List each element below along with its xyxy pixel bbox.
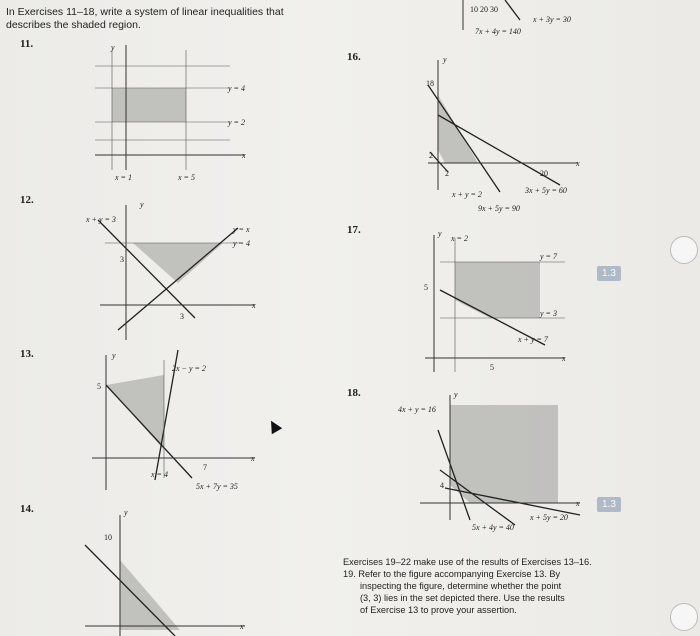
exercises-19-22-intro: Exercises 19–22 make use of the results of Exercises 13–16. — [343, 557, 592, 567]
exercise-15-fragment — [463, 0, 571, 36]
exercise-12-graph — [85, 200, 256, 340]
e16-label-20: 20 — [540, 169, 548, 178]
e13-label-x4: x = 4 — [151, 470, 168, 479]
exercise-18-number: 18. — [347, 387, 361, 399]
e17-label-xy7: x + y = 7 — [518, 335, 548, 344]
e16-label-y: y — [443, 55, 447, 64]
e11-label-x: x — [242, 151, 246, 160]
e18-label-l1: 4x + y = 16 — [398, 405, 436, 414]
exercise-13-number: 13. — [20, 348, 34, 360]
e18-shaded-region — [450, 405, 558, 503]
e18-label-4: 4 — [440, 481, 444, 490]
exercise-16-graph — [426, 55, 580, 213]
e15-label-l1: x + 3y = 30 — [533, 15, 571, 24]
e12-label-xy3: x + y = 3 — [86, 215, 116, 224]
exercise-19-line-1: Refer to the figure accompanying Exercise 13. By — [358, 569, 561, 579]
e14-shaded-region — [120, 560, 180, 630]
e18-label-y: y — [454, 390, 458, 399]
e11-shaded-region — [112, 88, 186, 122]
e16-label-l3: 9x + 5y = 90 — [478, 204, 520, 213]
exercise-19-number: 19. — [343, 569, 356, 579]
exercise-17-graph — [424, 229, 566, 372]
e18-label-l2: x + 5y = 20 — [530, 513, 568, 522]
e11-label-x5: x = 5 — [178, 173, 195, 182]
exercise-18-graph — [398, 390, 580, 532]
e16-label-l1: x + y = 2 — [452, 190, 482, 199]
e12-label-3y: 3 — [120, 255, 124, 264]
e16-label-18: 18 — [426, 79, 434, 88]
binder-ring-2 — [670, 603, 698, 631]
e12-label-x: x — [252, 301, 256, 310]
e17-label-y3: y = 3 — [540, 309, 557, 318]
e12-label-y4: y = 4 — [233, 239, 250, 248]
e13-label-y: y — [112, 351, 116, 360]
e13-label-7: 7 — [203, 463, 207, 472]
e13-label-l1: 2x − y = 2 — [172, 364, 206, 373]
e13-label-l2: 5x + 7y = 35 — [196, 482, 238, 491]
e14-label-10: 10 — [104, 533, 112, 542]
e11-label-y2: y = 2 — [228, 118, 245, 127]
e14-label-x: x — [240, 622, 244, 631]
exercise-14-number: 14. — [20, 503, 34, 515]
e13-label-x: x — [251, 454, 255, 463]
e17-label-y7: y = 7 — [540, 252, 557, 261]
e12-label-3x: 3 — [180, 312, 184, 321]
exercise-11-graph — [95, 43, 246, 182]
section-badge-2: 1.3 — [597, 497, 621, 512]
section-badge-1: 1.3 — [597, 266, 621, 281]
exercise-11-number: 11. — [20, 38, 34, 50]
e16-label-x: x — [576, 159, 580, 168]
e17-shaded-region — [455, 262, 540, 318]
exercise-13-graph — [92, 350, 255, 491]
e17-label-x2: x = 2 — [451, 234, 468, 243]
e16-label-2y: 2 — [429, 151, 433, 160]
e11-label-y4: y = 4 — [228, 84, 245, 93]
exercise-16-number: 16. — [347, 51, 361, 63]
e16-label-2x: 2 — [445, 169, 449, 178]
e11-label-x1: x = 1 — [115, 173, 132, 182]
e18-label-l3: 5x + 4y = 40 — [472, 523, 514, 532]
e17-label-5y: 5 — [424, 283, 428, 292]
e16-label-l2: 3x + 5y = 60 — [525, 186, 567, 195]
exercise-19-line-3: (3, 3) lies in the set depicted there. Use the results — [360, 593, 565, 603]
exercise-12-number: 12. — [20, 194, 34, 206]
e17-label-x: x — [562, 354, 566, 363]
exercise-19-block — [343, 556, 623, 616]
e15-label-l2: 7x + 4y = 140 — [475, 27, 521, 36]
e17-label-y: y — [438, 229, 442, 238]
binder-ring-1 — [670, 236, 698, 264]
instructions: In Exercises 11–18, write a system of linear inequalities that describes the shaded region. — [6, 6, 284, 31]
e15-ticks: 10 20 30 — [470, 5, 498, 14]
e12-label-yx: y = x — [233, 225, 250, 234]
e11-label-y: y — [111, 43, 115, 52]
e14-label-y: y — [124, 508, 128, 517]
exercise-17-number: 17. — [347, 224, 361, 236]
e13-label-5: 5 — [97, 382, 101, 391]
exercise-19-line-4: of Exercise 13 to prove your assertion. — [360, 605, 517, 615]
e17-label-5x: 5 — [490, 363, 494, 372]
exercise-19-line-2: inspecting the figure, determine whether the point — [360, 581, 562, 591]
e12-shaded-region — [133, 243, 223, 283]
e12-label-y: y — [140, 200, 144, 209]
exercise-14-graph — [85, 508, 245, 636]
e18-label-x: x — [576, 499, 580, 508]
